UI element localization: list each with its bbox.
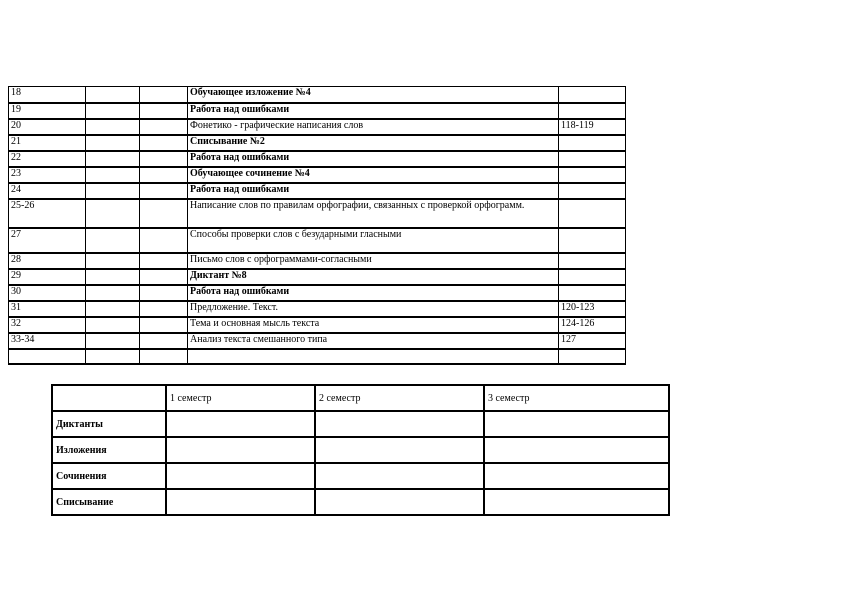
lesson-pages: 118-119 bbox=[559, 119, 626, 135]
lesson-cell bbox=[86, 199, 140, 228]
lesson-number: 33-34 bbox=[9, 333, 86, 349]
lesson-row bbox=[9, 317, 626, 333]
lesson-pages bbox=[559, 228, 626, 253]
lesson-cell bbox=[86, 135, 140, 151]
lesson-pages: 120-123 bbox=[559, 301, 626, 317]
lesson-number: 25-26 bbox=[9, 199, 86, 228]
lesson-pages bbox=[559, 285, 626, 301]
lesson-row bbox=[9, 333, 626, 349]
lesson-number: 20 bbox=[9, 119, 86, 135]
lesson-topic: Списывание №2 bbox=[188, 135, 559, 151]
lesson-row bbox=[9, 135, 626, 151]
lesson-topic: Анализ текста смешанного типа bbox=[188, 333, 559, 349]
lesson-topic: Написание слов по правилам орфографии, связанных с проверкой орфограмм. bbox=[188, 199, 559, 228]
lesson-pages bbox=[559, 167, 626, 183]
lesson-topic: Работа над ошибками bbox=[188, 285, 559, 301]
summary-cell bbox=[166, 411, 315, 437]
summary-cell bbox=[315, 463, 484, 489]
lesson-row bbox=[9, 199, 626, 228]
lesson-topic: Работа над ошибками bbox=[188, 151, 559, 167]
lesson-cell bbox=[86, 103, 140, 119]
lesson-pages bbox=[559, 87, 626, 103]
summary-header-row bbox=[52, 385, 669, 411]
lesson-cell bbox=[86, 228, 140, 253]
lesson-topic: Фонетико - графические написания слов bbox=[188, 119, 559, 135]
lesson-row bbox=[9, 103, 626, 119]
summary-row-label: Диктанты bbox=[52, 411, 166, 437]
lesson-row bbox=[9, 87, 626, 103]
lesson-row bbox=[9, 183, 626, 199]
lesson-cell bbox=[86, 349, 140, 364]
lesson-topic: Работа над ошибками bbox=[188, 183, 559, 199]
lesson-topic: Работа над ошибками bbox=[188, 103, 559, 119]
lesson-number: 28 bbox=[9, 253, 86, 269]
lesson-pages bbox=[559, 135, 626, 151]
lesson-cell bbox=[86, 119, 140, 135]
lesson-cell bbox=[140, 228, 188, 253]
lesson-cell bbox=[188, 349, 559, 364]
lesson-row bbox=[9, 253, 626, 269]
summary-cell bbox=[166, 437, 315, 463]
lesson-row-empty bbox=[9, 349, 626, 364]
lesson-topic: Способы проверки слов с безударными гласными bbox=[188, 228, 559, 253]
lessons-table bbox=[8, 86, 626, 365]
lesson-number: 19 bbox=[9, 103, 86, 119]
lesson-topic: Предложение. Текст. bbox=[188, 301, 559, 317]
summary-row bbox=[52, 411, 669, 437]
lesson-row bbox=[9, 228, 626, 253]
summary-header-cell: 2 семестр bbox=[315, 385, 484, 411]
lesson-topic: Обучающее сочинение №4 bbox=[188, 167, 559, 183]
lesson-cell bbox=[86, 167, 140, 183]
lesson-pages bbox=[559, 253, 626, 269]
lesson-cell bbox=[86, 333, 140, 349]
lesson-cell bbox=[140, 167, 188, 183]
lesson-cell bbox=[140, 119, 188, 135]
lesson-pages bbox=[559, 269, 626, 285]
lesson-cell bbox=[86, 269, 140, 285]
lesson-cell bbox=[140, 151, 188, 167]
summary-cell bbox=[484, 437, 669, 463]
lesson-number: 32 bbox=[9, 317, 86, 333]
summary-row-label: Изложения bbox=[52, 437, 166, 463]
lesson-pages: 124-126 bbox=[559, 317, 626, 333]
summary-row-label: Списывание bbox=[52, 489, 166, 515]
lesson-pages bbox=[559, 103, 626, 119]
lesson-cell bbox=[140, 135, 188, 151]
lesson-pages: 127 bbox=[559, 333, 626, 349]
summary-row-label: Сочинения bbox=[52, 463, 166, 489]
lesson-cell bbox=[86, 253, 140, 269]
lesson-cell bbox=[140, 253, 188, 269]
lesson-cell bbox=[140, 317, 188, 333]
summary-header-cell: 3 семестр bbox=[484, 385, 669, 411]
lesson-number: 22 bbox=[9, 151, 86, 167]
lesson-number: 21 bbox=[9, 135, 86, 151]
lesson-cell bbox=[86, 285, 140, 301]
lesson-cell bbox=[140, 103, 188, 119]
lesson-number: 29 bbox=[9, 269, 86, 285]
lesson-number: 30 bbox=[9, 285, 86, 301]
summary-cell bbox=[484, 489, 669, 515]
summary-cell bbox=[484, 463, 669, 489]
summary-cell bbox=[166, 463, 315, 489]
lesson-row bbox=[9, 151, 626, 167]
lesson-number: 24 bbox=[9, 183, 86, 199]
lesson-cell bbox=[140, 87, 188, 103]
lesson-pages bbox=[559, 151, 626, 167]
lesson-row bbox=[9, 167, 626, 183]
summary-row bbox=[52, 463, 669, 489]
lesson-cell bbox=[140, 269, 188, 285]
lesson-cell bbox=[140, 333, 188, 349]
summary-cell bbox=[166, 489, 315, 515]
lesson-cell bbox=[86, 151, 140, 167]
lesson-topic: Обучающее изложение №4 bbox=[188, 87, 559, 103]
lesson-row bbox=[9, 119, 626, 135]
summary-cell bbox=[315, 489, 484, 515]
lesson-pages bbox=[559, 183, 626, 199]
lesson-cell bbox=[140, 349, 188, 364]
lesson-cell bbox=[9, 349, 86, 364]
lesson-number: 18 bbox=[9, 87, 86, 103]
summary-cell bbox=[315, 411, 484, 437]
summary-cell bbox=[484, 411, 669, 437]
lesson-cell bbox=[140, 183, 188, 199]
summary-cell bbox=[315, 437, 484, 463]
lesson-row bbox=[9, 269, 626, 285]
lesson-topic: Письмо слов с орфограммами-согласными bbox=[188, 253, 559, 269]
summary-header-cell bbox=[52, 385, 166, 411]
lesson-cell bbox=[140, 199, 188, 228]
summary-row bbox=[52, 489, 669, 515]
lesson-number: 31 bbox=[9, 301, 86, 317]
lesson-cell bbox=[86, 317, 140, 333]
summary-row bbox=[52, 437, 669, 463]
lesson-topic: Диктант №8 bbox=[188, 269, 559, 285]
lesson-pages bbox=[559, 199, 626, 228]
lesson-cell bbox=[86, 183, 140, 199]
lesson-cell bbox=[559, 349, 626, 364]
lessons-body bbox=[9, 87, 626, 364]
lesson-row bbox=[9, 301, 626, 317]
summary-table bbox=[51, 384, 670, 516]
lesson-cell bbox=[140, 301, 188, 317]
lesson-cell bbox=[86, 301, 140, 317]
lesson-cell bbox=[140, 285, 188, 301]
lesson-number: 23 bbox=[9, 167, 86, 183]
lesson-cell bbox=[86, 87, 140, 103]
lesson-row bbox=[9, 285, 626, 301]
lesson-topic: Тема и основная мысль текста bbox=[188, 317, 559, 333]
summary-header-cell: 1 семестр bbox=[166, 385, 315, 411]
lesson-number: 27 bbox=[9, 228, 86, 253]
